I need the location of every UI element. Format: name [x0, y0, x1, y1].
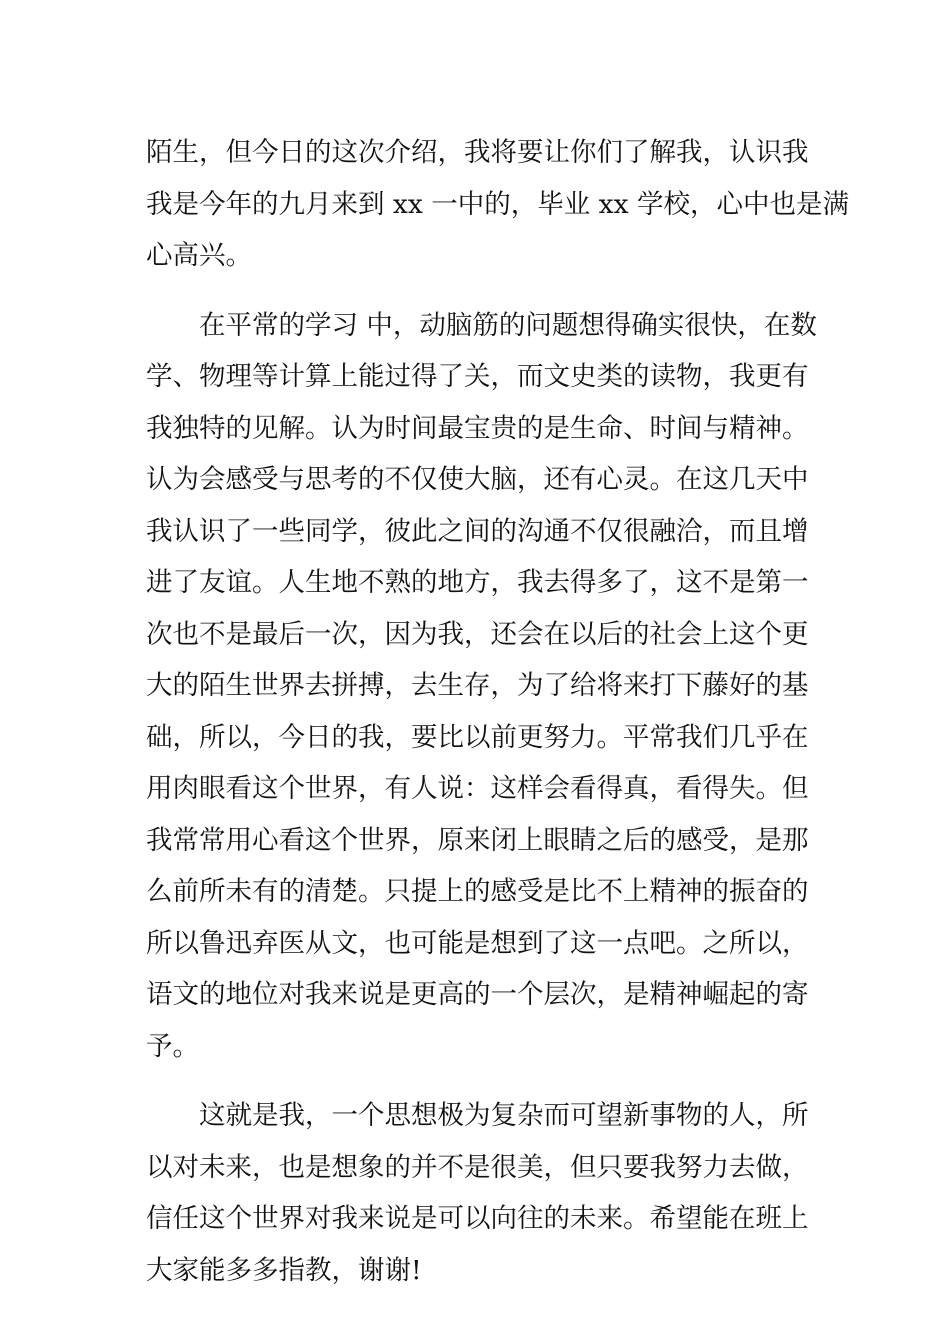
text-line: 我独特的见解。认为时间最宝贵的是生命、时间与精神。	[146, 412, 809, 444]
text-line: 大的陌生世界去拼搏，去生存，为了给将来打下藤好的基	[146, 670, 809, 701]
text-line: 予。	[146, 1030, 199, 1062]
document-body	[146, 127, 849, 1296]
text-line: 信任这个世界对我来说是可以向往的未来。希望能在班上	[146, 1203, 809, 1234]
text-line: 大家能多多指教，谢谢!	[146, 1254, 422, 1286]
text-line: 在平常的学习 中，动脑筋的问题想得确实很快，在数	[199, 309, 817, 341]
text-line: 语文的地位对我来说是更高的一个层次，是精神崛起的寄	[146, 979, 809, 1010]
text-line: 我常常用心看这个世界，原来闭上眼睛之后的感受，是那	[146, 824, 809, 856]
paragraph-1	[146, 127, 849, 282]
text-line: 我是今年的九月来到 xx 一中的，毕业 xx 学校，心中也是满	[146, 188, 849, 220]
text-line: 以对未来，也是想象的并不是很美，但只要我努力去做，	[146, 1151, 809, 1183]
text-line: 陌生，但今日的这次介绍，我将要让你们了解我，认识我	[146, 137, 809, 168]
text-line: 认为会感受与思考的不仅使大脑，还有心灵。在这几天中	[146, 464, 809, 495]
paragraph-2	[146, 300, 817, 1073]
text-line: 心高兴。	[146, 240, 252, 271]
text-line: 用肉眼看这个世界，有人说：这样会看得真，看得失。但	[146, 773, 809, 804]
text-line: 么前所未有的清楚。只提上的感受是比不上精神的振奋的	[146, 876, 809, 907]
paragraph-spacer	[146, 282, 806, 300]
text-line: 所以鲁迅弃医从文，也可能是想到了这一点吧。之所以，	[146, 927, 809, 959]
text-line: 学、物理等计算上能过得了关，而文史类的读物，我更有	[146, 361, 809, 392]
text-line: 础，所以，今日的我，要比以前更努力。平常我们几乎在	[146, 721, 809, 753]
text-line: 我认识了一些同学，彼此之间的沟通不仅很融洽，而且增	[146, 515, 809, 547]
paragraph-spacer	[146, 1072, 806, 1090]
paragraph-3	[146, 1090, 809, 1296]
text-line: 次也不是最后一次，因为我，还会在以后的社会上这个更	[146, 618, 809, 650]
text-line: 这就是我，一个思想极为复杂而可望新事物的人，所	[199, 1100, 809, 1131]
text-line: 进了友谊。人生地不熟的地方，我去得多了，这不是第一	[146, 567, 809, 598]
